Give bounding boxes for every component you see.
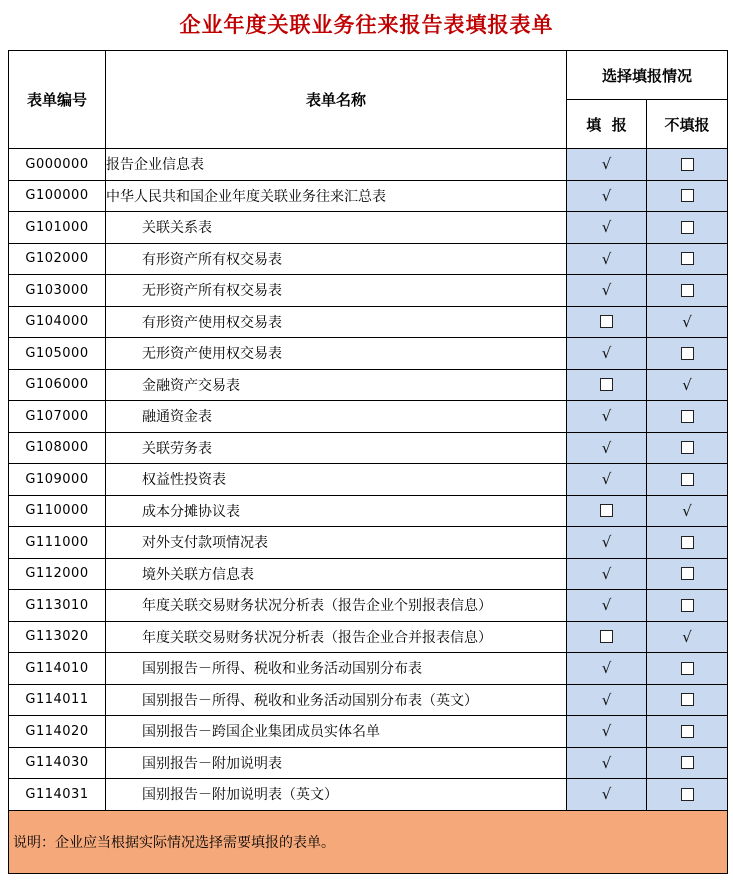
empty-box-icon: [681, 662, 694, 675]
form-code: G113010: [9, 590, 106, 622]
header-name: 表单名称: [106, 51, 567, 149]
fill-cell[interactable]: [567, 527, 647, 559]
nofill-cell[interactable]: [647, 212, 728, 244]
table-row: [9, 149, 728, 181]
empty-box-icon: [681, 473, 694, 486]
empty-box-icon: [681, 599, 694, 612]
table-row: [9, 495, 728, 527]
check-icon: √: [601, 564, 612, 583]
form-code: G114020: [9, 716, 106, 748]
check-icon: √: [601, 344, 612, 363]
check-icon: √: [601, 690, 612, 709]
form-code: G103000: [9, 275, 106, 307]
nofill-cell[interactable]: [647, 149, 728, 181]
table-row: [9, 527, 728, 559]
form-code: G112000: [9, 558, 106, 590]
empty-box-icon: [681, 158, 694, 171]
nofill-cell[interactable]: [647, 716, 728, 748]
check-icon: √: [601, 218, 612, 237]
form-name: 中华人民共和国企业年度关联业务往来汇总表: [106, 180, 567, 212]
empty-box-icon: [681, 567, 694, 580]
fill-cell[interactable]: [567, 464, 647, 496]
fill-cell[interactable]: [567, 653, 647, 685]
fill-cell[interactable]: [567, 558, 647, 590]
nofill-cell[interactable]: [647, 275, 728, 307]
table-row: [9, 558, 728, 590]
nofill-cell[interactable]: [647, 180, 728, 212]
header-select: 选择填报情况: [567, 51, 728, 100]
empty-box-icon: [681, 693, 694, 706]
table-row: [9, 590, 728, 622]
fill-cell[interactable]: [567, 779, 647, 811]
table-row: [9, 432, 728, 464]
nofill-cell[interactable]: [647, 401, 728, 433]
form-name: 成本分摊协议表: [106, 495, 567, 527]
form-name: 金融资产交易表: [106, 369, 567, 401]
empty-box-icon: [600, 504, 613, 517]
fill-cell[interactable]: [567, 590, 647, 622]
form-code: G107000: [9, 401, 106, 433]
check-icon: √: [601, 470, 612, 489]
empty-box-icon: [681, 189, 694, 202]
nofill-cell[interactable]: [647, 369, 728, 401]
table-row: [9, 779, 728, 811]
empty-box-icon: [681, 410, 694, 423]
check-icon: √: [601, 186, 612, 205]
empty-box-icon: [600, 315, 613, 328]
form-name: 无形资产所有权交易表: [106, 275, 567, 307]
form-name: 关联劳务表: [106, 432, 567, 464]
table-row: [9, 716, 728, 748]
nofill-cell[interactable]: [647, 558, 728, 590]
nofill-cell[interactable]: [647, 621, 728, 653]
table-row: [9, 180, 728, 212]
fill-cell[interactable]: [567, 401, 647, 433]
form-name: 年度关联交易财务状况分析表（报告企业个别报表信息）: [106, 590, 567, 622]
empty-box-icon: [681, 788, 694, 801]
table-row: [9, 275, 728, 307]
nofill-cell[interactable]: [647, 684, 728, 716]
empty-box-icon: [681, 441, 694, 454]
form-name: 报告企业信息表: [106, 149, 567, 181]
form-name: 有形资产所有权交易表: [106, 243, 567, 275]
form-code: G110000: [9, 495, 106, 527]
form-code: G102000: [9, 243, 106, 275]
fill-cell[interactable]: [567, 243, 647, 275]
nofill-cell[interactable]: [647, 527, 728, 559]
table-row: [9, 306, 728, 338]
nofill-cell[interactable]: [647, 747, 728, 779]
fill-cell[interactable]: [567, 275, 647, 307]
nofill-cell[interactable]: [647, 306, 728, 338]
check-icon: √: [682, 501, 692, 520]
nofill-cell[interactable]: [647, 495, 728, 527]
nofill-cell[interactable]: [647, 338, 728, 370]
table-row: [9, 653, 728, 685]
fill-cell[interactable]: [567, 495, 647, 527]
form-name: 融通资金表: [106, 401, 567, 433]
form-name: 国别报告－所得、税收和业务活动国别分布表: [106, 653, 567, 685]
table-row: [9, 401, 728, 433]
fill-cell[interactable]: [567, 432, 647, 464]
table-row: [9, 464, 728, 496]
empty-box-icon: [600, 630, 613, 643]
form-code: G114030: [9, 747, 106, 779]
table-row: [9, 684, 728, 716]
form-code: G100000: [9, 180, 106, 212]
form-name: 对外支付款项情况表: [106, 527, 567, 559]
table-row: [9, 621, 728, 653]
check-icon: √: [601, 438, 612, 457]
fill-cell[interactable]: [567, 684, 647, 716]
empty-box-icon: [681, 536, 694, 549]
form-code: G108000: [9, 432, 106, 464]
form-code: G114010: [9, 653, 106, 685]
nofill-cell[interactable]: [647, 432, 728, 464]
form-name: 境外关联方信息表: [106, 558, 567, 590]
form-code: G000000: [9, 149, 106, 181]
check-icon: √: [601, 155, 612, 174]
form-code: G106000: [9, 369, 106, 401]
form-code: G113020: [9, 621, 106, 653]
fill-cell[interactable]: [567, 180, 647, 212]
form-code: G114031: [9, 779, 106, 811]
header-code: 表单编号: [9, 51, 106, 149]
table-row: [9, 338, 728, 370]
table-row: [9, 369, 728, 401]
form-name: 年度关联交易财务状况分析表（报告企业合并报表信息）: [106, 621, 567, 653]
form-name: 国别报告－附加说明表（英文）: [106, 779, 567, 811]
nofill-cell[interactable]: [647, 243, 728, 275]
form-code: G114011: [9, 684, 106, 716]
check-icon: √: [601, 596, 612, 615]
fill-cell[interactable]: [567, 306, 647, 338]
header-fill: 填 报: [567, 100, 647, 149]
empty-box-icon: [681, 284, 694, 297]
form-name: 权益性投资表: [106, 464, 567, 496]
fill-cell[interactable]: [567, 149, 647, 181]
form-name: 国别报告－附加说明表: [106, 747, 567, 779]
check-icon: √: [682, 375, 692, 394]
fill-cell[interactable]: [567, 212, 647, 244]
header-nofill: 不填报: [647, 100, 728, 149]
check-icon: √: [601, 281, 612, 300]
form-name: 国别报告－跨国企业集团成员实体名单: [106, 716, 567, 748]
form-code: G101000: [9, 212, 106, 244]
check-icon: √: [601, 753, 612, 772]
check-icon: √: [601, 785, 612, 804]
form-code: G104000: [9, 306, 106, 338]
form-name: 关联关系表: [106, 212, 567, 244]
fill-cell[interactable]: [567, 716, 647, 748]
check-icon: √: [601, 249, 612, 268]
table-row: [9, 747, 728, 779]
empty-box-icon: [600, 378, 613, 391]
nofill-cell[interactable]: [647, 653, 728, 685]
check-icon: √: [682, 627, 692, 646]
fill-cell[interactable]: [567, 369, 647, 401]
empty-box-icon: [681, 221, 694, 234]
empty-box-icon: [681, 252, 694, 265]
fill-cell[interactable]: [567, 747, 647, 779]
form-code: G105000: [9, 338, 106, 370]
check-icon: √: [601, 407, 612, 426]
check-icon: √: [601, 659, 612, 678]
form-name: 国别报告－所得、税收和业务活动国别分布表（英文）: [106, 684, 567, 716]
document-title: 企业年度关联业务往来报告表填报表单: [179, 13, 554, 37]
check-icon: √: [601, 722, 612, 741]
nofill-cell[interactable]: [647, 590, 728, 622]
table-row: [9, 243, 728, 275]
empty-box-icon: [681, 347, 694, 360]
nofill-cell[interactable]: [647, 464, 728, 496]
empty-box-icon: [681, 725, 694, 738]
form-name: 有形资产使用权交易表: [106, 306, 567, 338]
form-code: G111000: [9, 527, 106, 559]
empty-box-icon: [681, 756, 694, 769]
check-icon: √: [601, 533, 612, 552]
note-text: 说明：企业应当根据实际情况选择需要填报的表单。: [9, 810, 728, 873]
form-name: 无形资产使用权交易表: [106, 338, 567, 370]
table-row: [9, 212, 728, 244]
fill-cell[interactable]: [567, 621, 647, 653]
nofill-cell[interactable]: [647, 779, 728, 811]
form-rows: [9, 149, 728, 811]
fill-cell[interactable]: [567, 338, 647, 370]
check-icon: √: [682, 312, 692, 331]
form-code: G109000: [9, 464, 106, 496]
form-table: [8, 50, 728, 874]
